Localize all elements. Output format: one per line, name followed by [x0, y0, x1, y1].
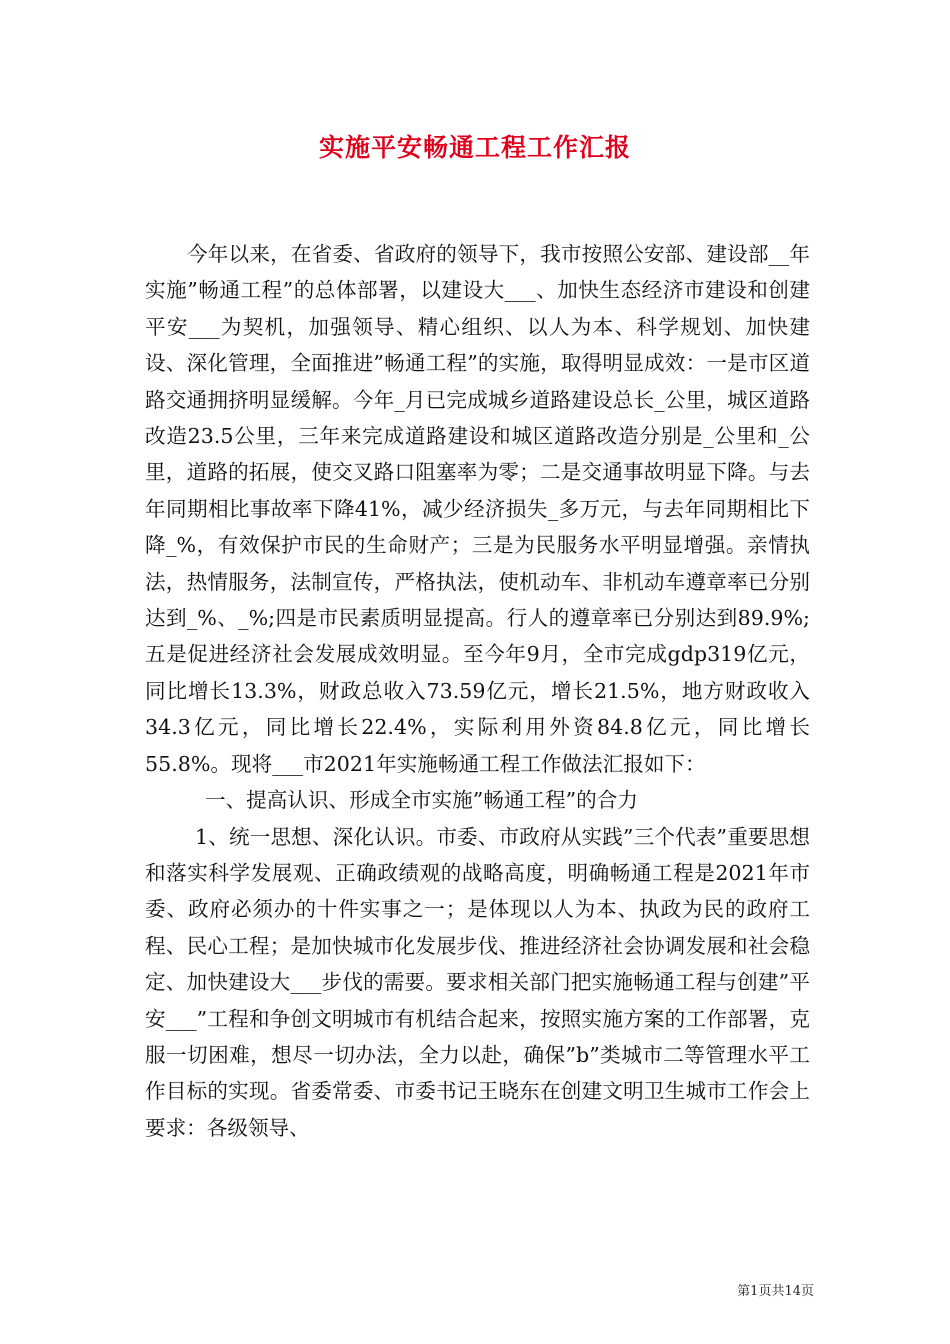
- section-heading-1: 一、提高认识、形成全市实施”畅通工程”的合力: [205, 788, 638, 813]
- document-title: 实施平安畅通工程工作汇报: [318, 133, 631, 162]
- paragraph-intro: 今年以来，在省委、省政府的领导下，我市按照公安部、建设部__年实施”畅通工程”的总体部署，以建设大___、加快生态经济市建设和创建平安___为契机，加强领导、精心组织、以人为本、科学规划、加快建设、深化管理，全面推进”畅通工程”的实施，取得明显成效：一是市区道路交通拥挤明显缓解。今年_月已完成城乡道路建设总长_公里，城区道路改造23.5公里，三年来完成道路建设和城区道路改造分别是_公里和_公里，道路的拓展，使交叉路口阻塞率为零；二是交通事故明显下降。与去年同期相比事故率下降41%，减少经济损失_多万元，与去年同期相比下降_%，有效保护市民的生命财产；三是为民服务水平明显增强。亲情执法，热情服务，法制宣传，严格执法，使机动车、非机动车遵章率已分别达到_%、_%;四是市民素质明显提高。行人的遵章率已分别达到89.9%;五是促进经济社会发展成效明显。至今年9月，全市完成gdp319亿元，同比增长13.3%，财政总收入73.59亿元，增长21.5%，地方财政收入34.3亿元，同比增长22.4%，实际利用外资84.8亿元，同比增长55.8%。现将___市2021年实施畅通工程工作做法汇报如下：: [145, 242, 810, 776]
- paragraph-1-1: 1、统一思想、深化认识。市委、市政府从实践”三个代表”重要思想和落实科学发展观、正确政绩观的战略高度，明确畅通工程是2021年市委、政府必须办的十件实事之一；是体现以人为本、执政为民的政府工程、民心工程；是加快城市化发展步伐、推进经济社会协调发展和社会稳定、加快建设大___步伐的需要。要求相关部门把实施畅通工程与创建”平安___”工程和争创文明城市有机结合起来，按照实施方案的工作部署，克服一切困难，想尽一切办法，全力以赴，确保”b”类城市二等管理水平工作目标的实现。省委常委、市委书记王晓东在创建文明卫生城市工作会上要求：各级领导、: [145, 824, 810, 1140]
- page-number: 第1页共14页: [737, 1284, 814, 1299]
- document-body: [145, 236, 810, 1146]
